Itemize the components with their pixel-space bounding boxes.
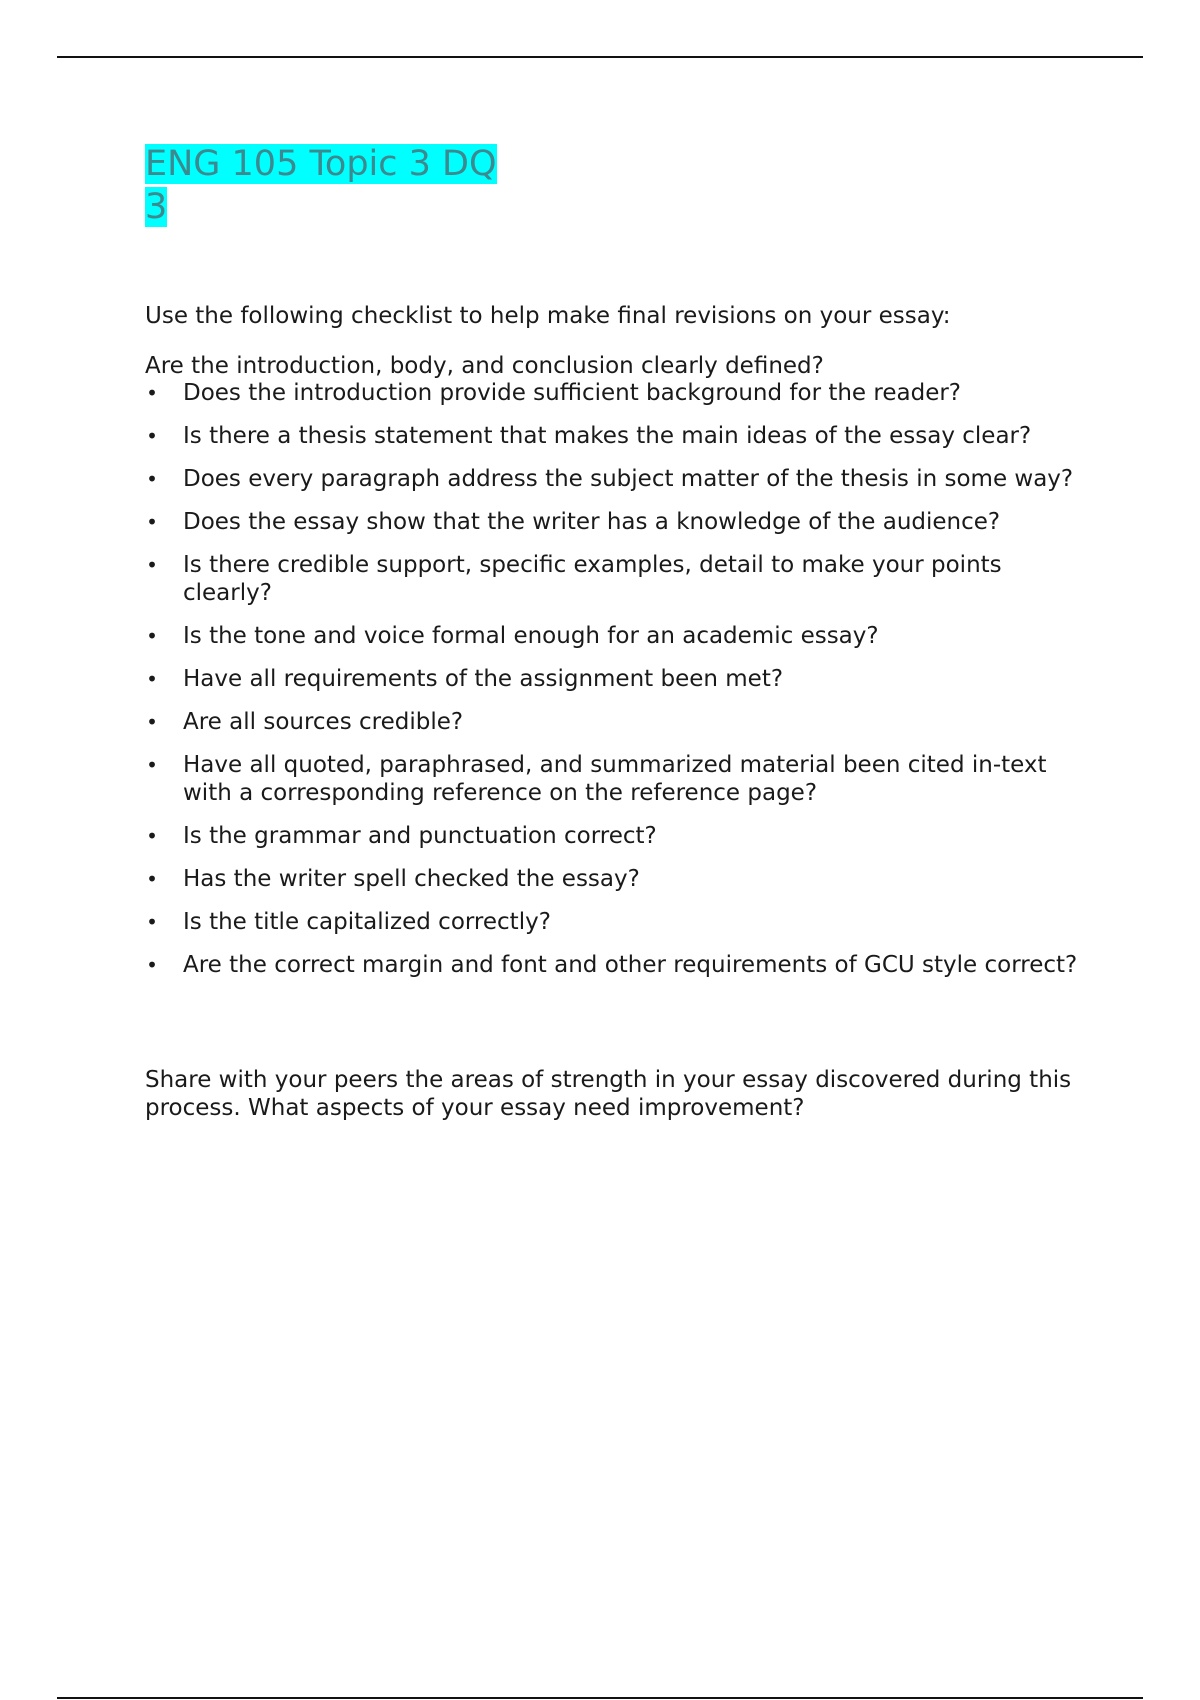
checklist-item-text: Is the title capitalized correctly?: [183, 909, 551, 935]
bullet-icon: •: [146, 667, 158, 691]
checklist-item: [145, 622, 1085, 650]
checklist-item: [145, 422, 1085, 450]
checklist-item-text: Have all requirements of the assignment been met?: [183, 666, 784, 692]
checklist-item: [145, 465, 1085, 493]
checklist-item-text: Are all sources credible?: [183, 709, 464, 735]
bullet-icon: •: [146, 867, 158, 891]
checklist-item-text: Has the writer spell checked the essay?: [183, 866, 640, 892]
checklist-lead: Are the introduction, body, and conclusion clearly defined?: [145, 353, 824, 379]
checklist-item-text: Does the essay show that the writer has a knowledge of the audience?: [183, 509, 1001, 535]
checklist-item: [145, 508, 1085, 536]
bullet-icon: •: [146, 910, 158, 934]
checklist-item: [145, 708, 1085, 736]
closing-paragraph: Share with your peers the areas of strength in your essay discovered during this process. What aspects of your essay need improvement?: [145, 1067, 1072, 1121]
title-highlight: ENG 105 Topic 3 DQ 3: [145, 144, 497, 227]
checklist-item-text: Are the correct margin and font and other requirements of GCU style correct?: [183, 952, 1078, 978]
checklist-item: [145, 951, 1085, 979]
document-body: [145, 143, 1085, 1121]
checklist-item: [145, 379, 1085, 407]
checklist-item-text: Does every paragraph address the subject matter of the thesis in some way?: [183, 466, 1074, 492]
bullet-icon: •: [146, 467, 158, 491]
bullet-icon: •: [146, 753, 158, 777]
revision-checklist: [145, 379, 1085, 994]
top-rule: [57, 56, 1143, 58]
checklist-item-text: Does the introduction provide sufficient background for the reader?: [183, 380, 962, 406]
bullet-icon: •: [146, 510, 158, 534]
checklist-item: [145, 551, 1085, 607]
document-title: [145, 143, 516, 229]
bullet-icon: •: [146, 381, 158, 405]
bullet-icon: •: [146, 424, 158, 448]
checklist-item: [145, 665, 1085, 693]
checklist-item: [145, 908, 1085, 936]
bullet-icon: •: [146, 624, 158, 648]
bullet-icon: •: [146, 953, 158, 977]
bottom-rule: [57, 1697, 1143, 1699]
checklist-item-text: Is the tone and voice formal enough for an academic essay?: [183, 623, 879, 649]
checklist-item: [145, 865, 1085, 893]
checklist-item: [145, 822, 1085, 850]
checklist-item-text: Is there a thesis statement that makes the main ideas of the essay clear?: [183, 423, 1032, 449]
bullet-icon: •: [146, 553, 158, 577]
bullet-icon: •: [146, 710, 158, 734]
checklist-item-text: Is the grammar and punctuation correct?: [183, 823, 657, 849]
checklist-item: [145, 751, 1085, 807]
checklist-item-text: Have all quoted, paraphrased, and summarized material been cited in-text with a corresponding reference on the reference page?: [183, 752, 1047, 806]
checklist-item-text: Is there credible support, specific examples, detail to make your points clearly?: [183, 552, 1002, 606]
bullet-icon: •: [146, 824, 158, 848]
intro-paragraph: Use the following checklist to help make final revisions on your essay:: [145, 303, 951, 329]
